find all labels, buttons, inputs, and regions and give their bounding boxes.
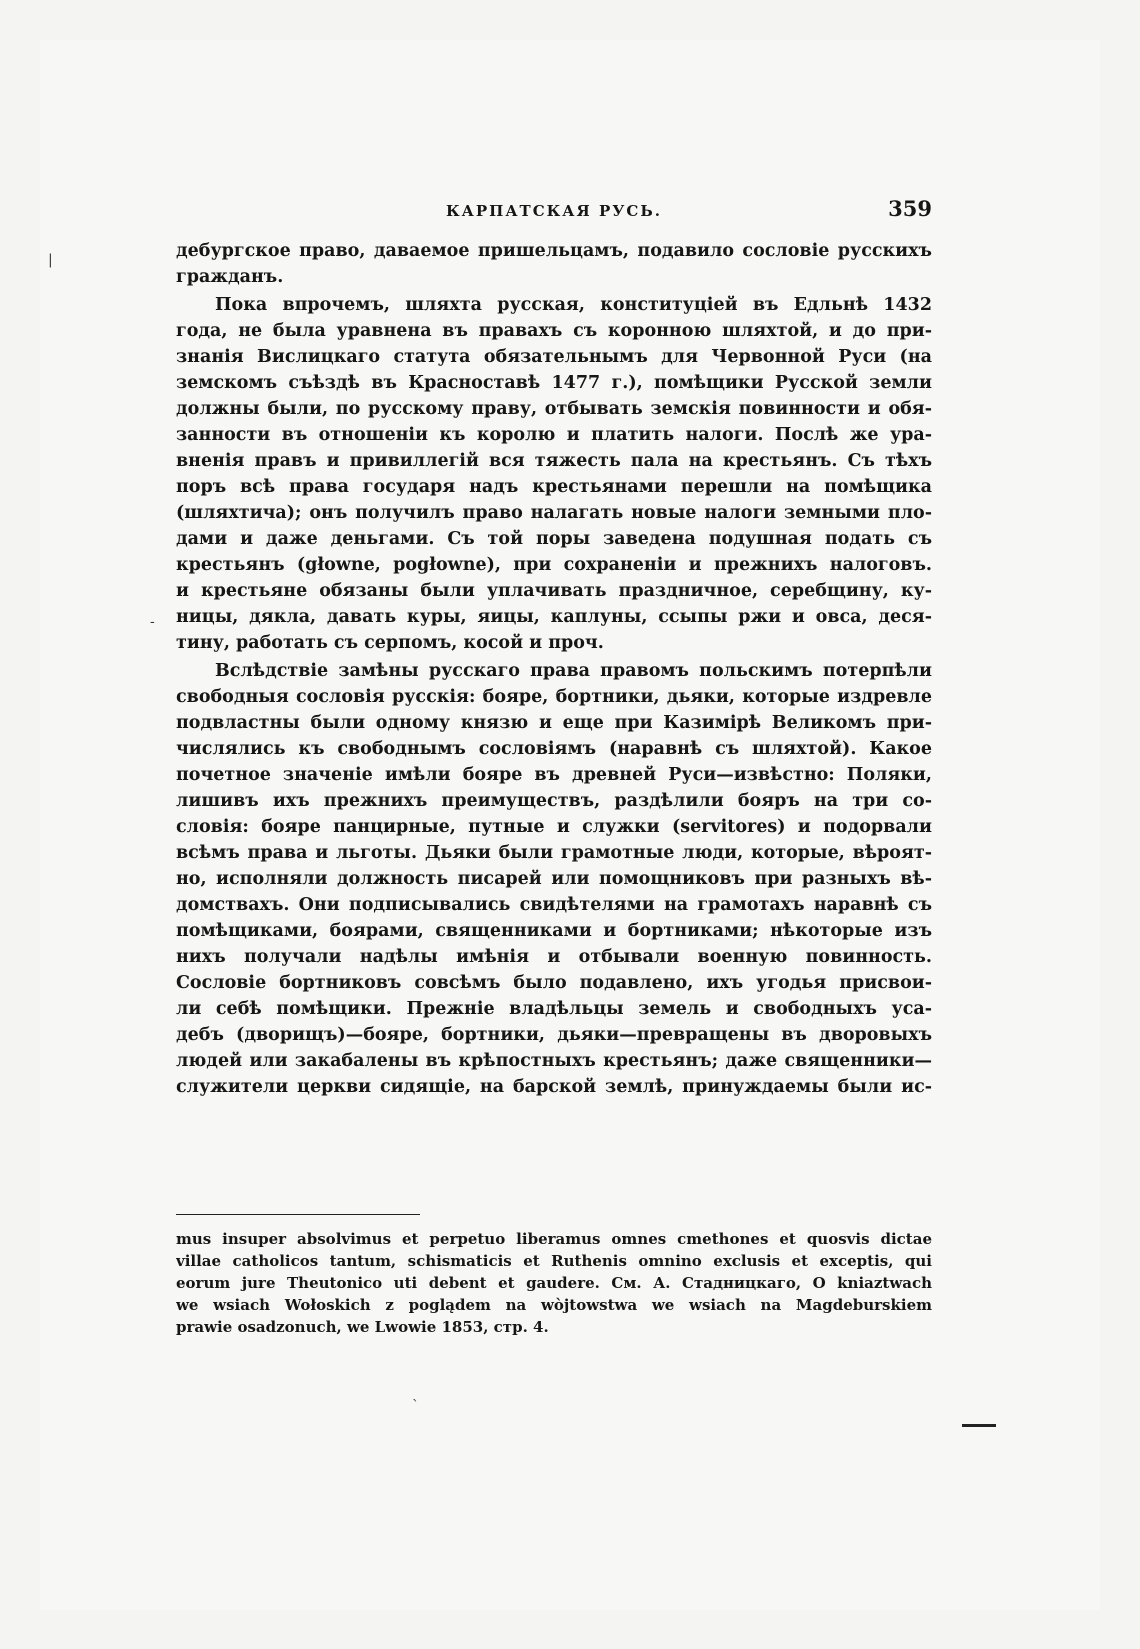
text-line: земскомъ съѣздѣ въ Красноставѣ 1477 г.), помѣщики Русской земли bbox=[176, 373, 932, 393]
text-line: знанія Вислицкаго статута обязательнымъ для Червонной Руси (на bbox=[176, 347, 932, 367]
text-line: ли себѣ помѣщики. Прежніе владѣльцы земель и свободныхъ уса- bbox=[176, 999, 932, 1019]
text-line: (шляхтича); онъ получилъ право налагать новые налоги земными пло- bbox=[176, 503, 932, 523]
text-line: числялись къ свободнымъ сословіямъ (наравнѣ съ шляхтой). Какое bbox=[176, 739, 932, 759]
text-line: лишивъ ихъ прежнихъ преимуществъ, раздѣлили бояръ на три со- bbox=[176, 791, 932, 811]
footnote-line: prawie osadzonuch, we Lwowie 1853, стр. 4. bbox=[176, 1318, 549, 1336]
page-number: 359 bbox=[888, 196, 932, 221]
footnote-line: eorum jure Theutonico uti debent et gaudere. См. А. Стадницкаго, O kniaztwach bbox=[176, 1274, 932, 1292]
text-line: свободныя сословія русскія: бояре, бортники, дьяки, которые издревле bbox=[176, 687, 932, 707]
text-line: но, исполняли должность писарей или помощниковъ при разныхъ вѣ- bbox=[176, 869, 932, 889]
running-title: КАРПАТСКАЯ РУСЬ. bbox=[446, 202, 662, 220]
text-line: подвластны были одному князю и еще при Казимірѣ Великомъ при- bbox=[176, 713, 932, 733]
footnote-line: we wsiach Wołoskich z poglądem na wòjtowstwa we wsiach na Magdeburskiem bbox=[176, 1296, 932, 1314]
margin-mark: | bbox=[48, 252, 53, 268]
text-line: домствахъ. Они подписывались свидѣтелями на грамотахъ наравнѣ съ bbox=[176, 895, 932, 915]
text-line: ницы, дякла, давать куры, яицы, каплуны, ссыпы ржи и овса, деся- bbox=[176, 607, 932, 627]
text-line: служители церкви сидящіе, на барской землѣ, принуждаемы были ис- bbox=[176, 1077, 932, 1097]
text-line: дебъ (дворищъ)—бояре, бортники, дьяки—превращены въ дворовыхъ bbox=[176, 1025, 932, 1045]
text-line: дебургское право, даваемое пришельцамъ, подавило сословіе русскихъ bbox=[176, 241, 932, 261]
text-line: словія: бояре панцирные, путные и служки (servitores) и подорвали bbox=[176, 817, 932, 837]
footnote-line: villae catholicos tantum, schismaticis et Ruthenis omnino exclusis et exceptis, qui bbox=[176, 1252, 932, 1270]
text-line: людей или закабалены въ крѣпостныхъ крестьянъ; даже священники— bbox=[176, 1051, 932, 1071]
text-line: гражданъ. bbox=[176, 267, 284, 287]
text-line: помѣщиками, боярами, священниками и бортниками; нѣкоторые изъ bbox=[176, 921, 932, 941]
text-line: поръ всѣ права государя надъ крестьянами перешли на помѣщика bbox=[176, 477, 932, 497]
text-line: Сословіе бортниковъ совсѣмъ было подавлено, ихъ угодья присвои- bbox=[176, 973, 932, 993]
text-line: года, не была уравнена въ правахъ съ коронною шляхтой, и до при- bbox=[176, 321, 932, 341]
text-line: занности въ отношеніи къ королю и платить налоги. Послѣ же ура- bbox=[176, 425, 932, 445]
text-line: вненія правъ и привиллегій вся тяжесть пала на крестьянъ. Съ тѣхъ bbox=[176, 451, 932, 471]
text-line: и крестьяне обязаны были уплачивать праздничное, серебщину, ку- bbox=[176, 581, 932, 601]
text-line: Пока впрочемъ, шляхта русская, конституціей въ Едльнѣ 1432 bbox=[215, 295, 932, 315]
text-line: должны были, по русскому праву, отбывать земскія повинности и обя- bbox=[176, 399, 932, 419]
page-header bbox=[176, 196, 932, 226]
footnote-divider bbox=[176, 1214, 420, 1215]
text-line: крестьянъ (głowne, pogłowne), при сохраненіи и прежнихъ налоговъ. bbox=[176, 555, 932, 575]
text-line: всѣмъ права и льготы. Дьяки были грамотные люди, которые, вѣроят- bbox=[176, 843, 932, 863]
footnote-line: mus insuper absolvimus et perpetuo liberamus omnes cmethones et quosvis dictae bbox=[176, 1230, 932, 1248]
text-line: нихъ получали надѣлы имѣнія и отбывали военную повинность. bbox=[176, 947, 932, 967]
text-line: дами и даже деньгами. Съ той поры заведена подушная подать съ bbox=[176, 529, 932, 549]
text-line: тину, работать съ серпомъ, косой и проч. bbox=[176, 633, 604, 653]
text-line: почетное значеніе имѣли бояре въ древней Руси—извѣстно: Поляки, bbox=[176, 765, 932, 785]
stray-rule bbox=[962, 1424, 996, 1427]
stray-mark: ˋ bbox=[412, 1398, 419, 1414]
text-line: Вслѣдствіе замѣны русскаго права правомъ польскимъ потерпѣли bbox=[215, 661, 932, 681]
margin-dash: - bbox=[150, 614, 155, 630]
